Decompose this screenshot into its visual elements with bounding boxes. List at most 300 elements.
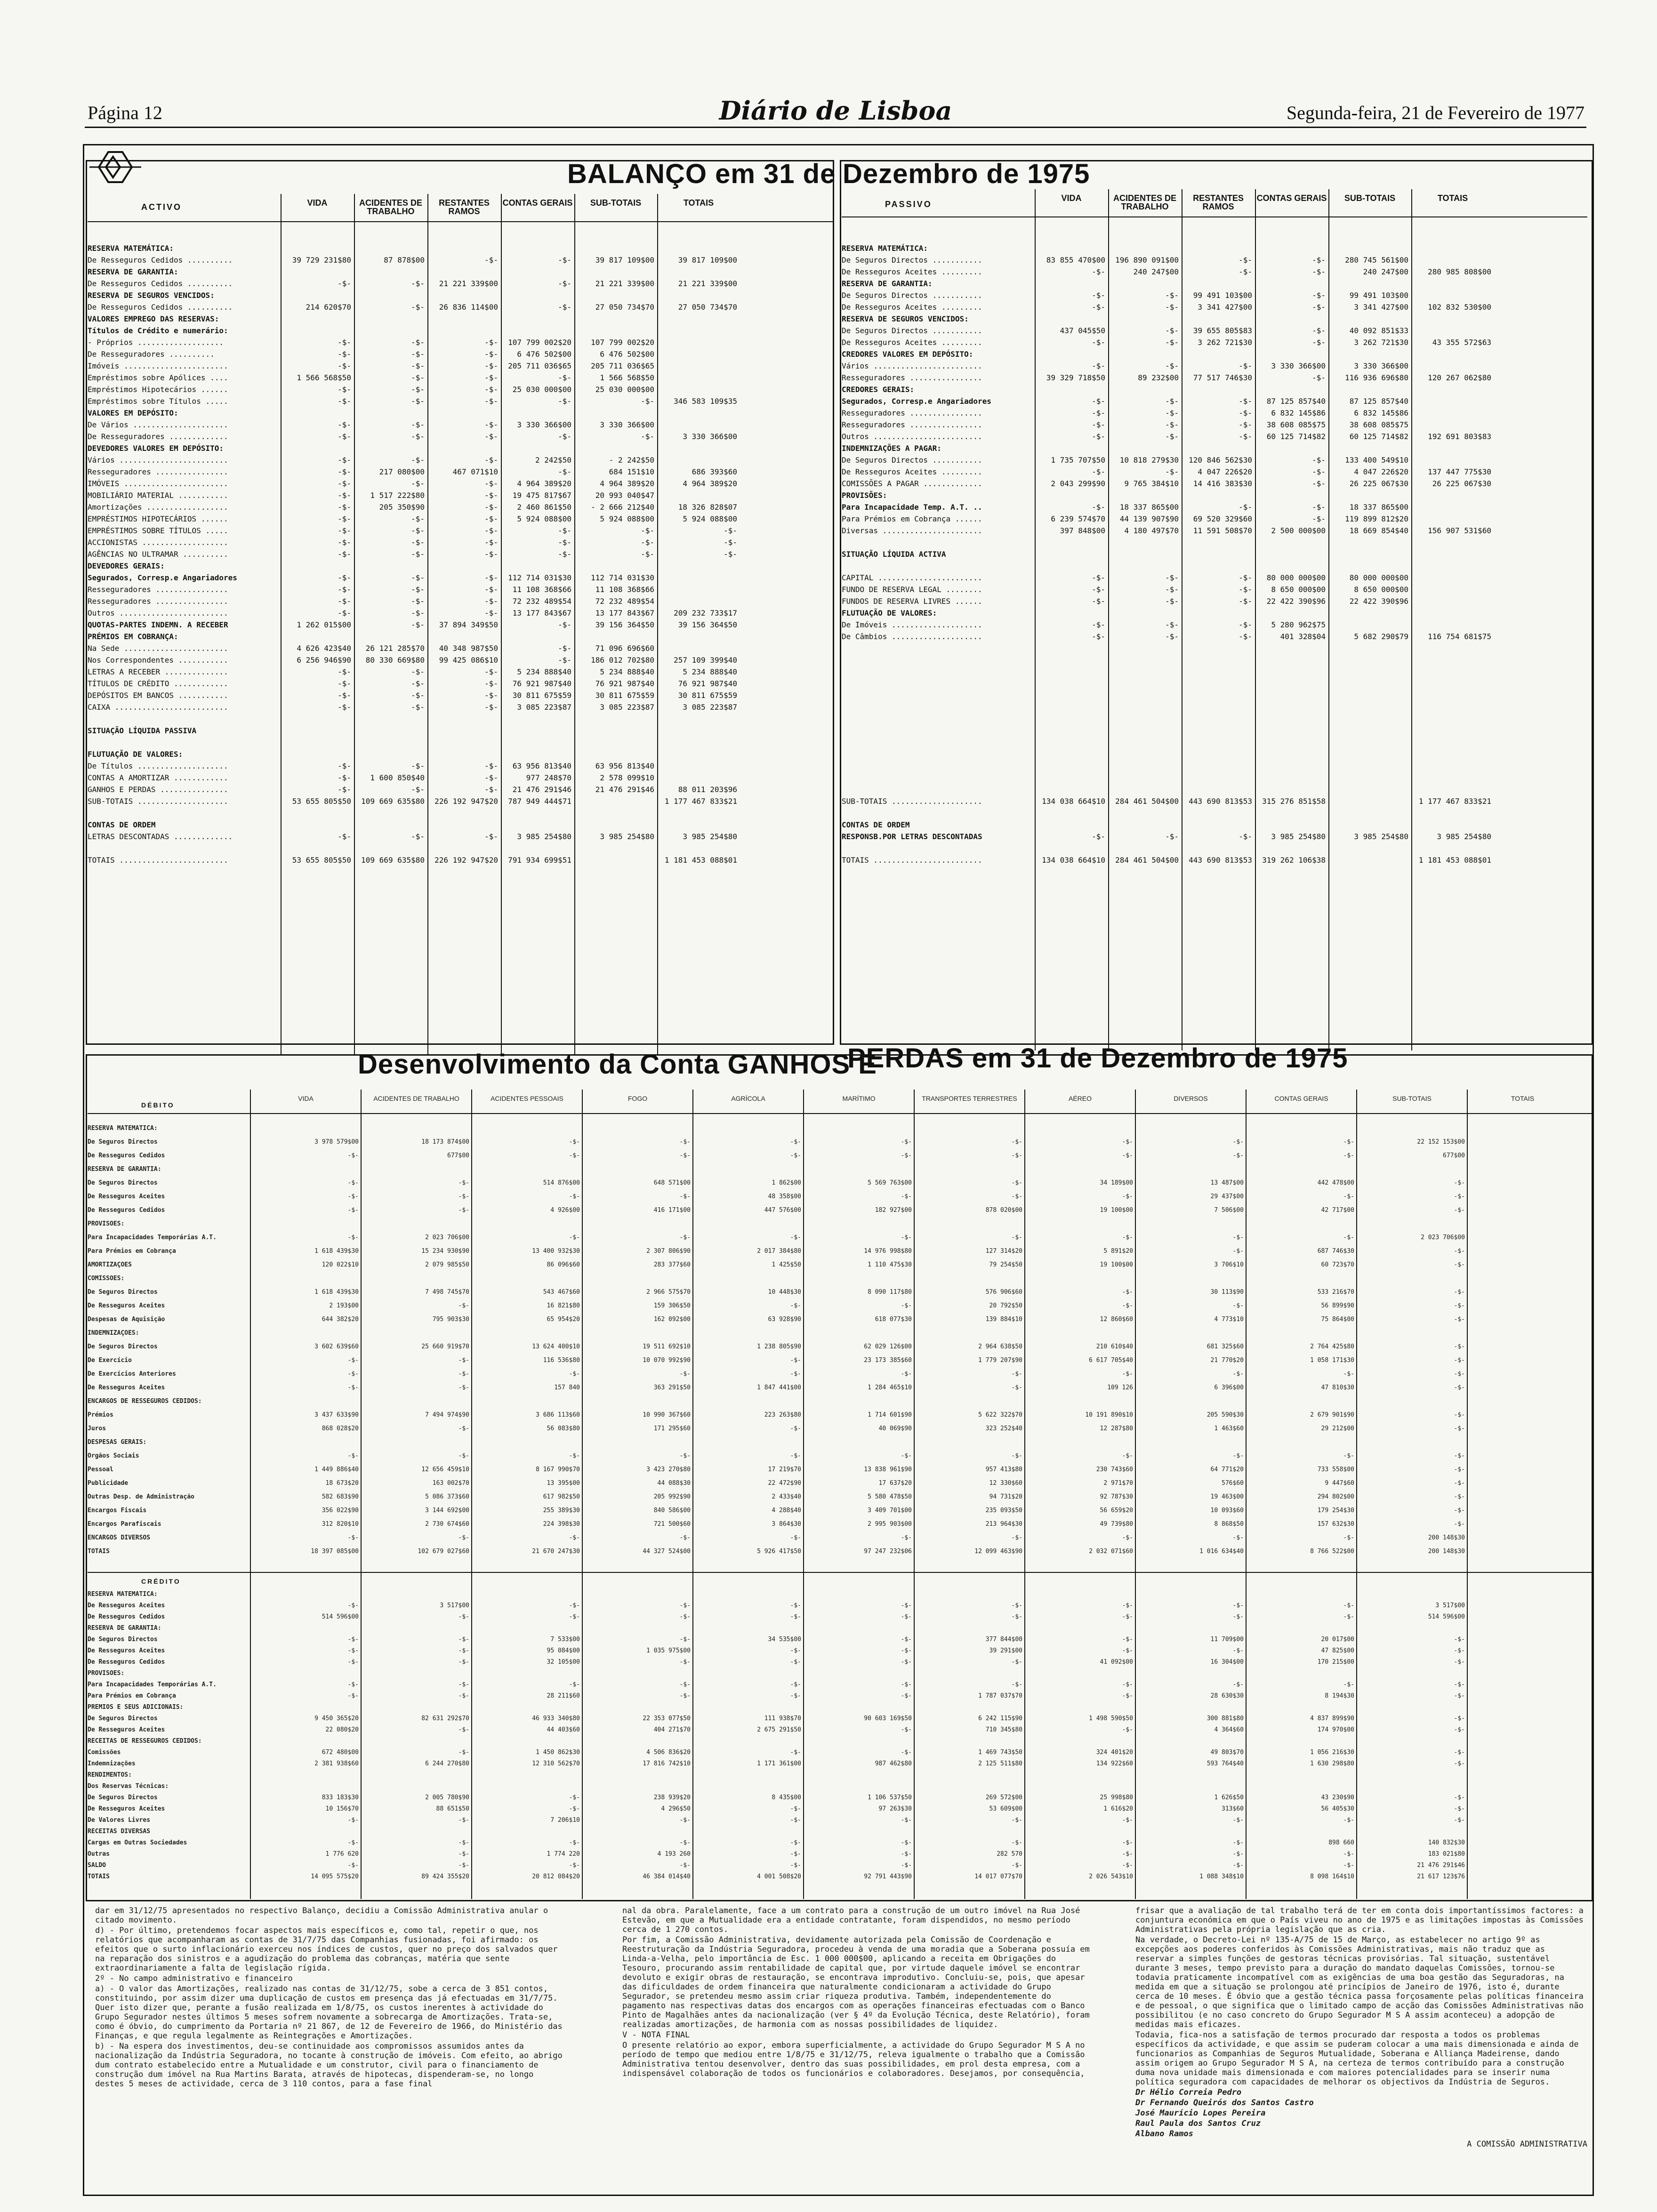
passivo-row-value xyxy=(1411,325,1494,337)
activo-row xyxy=(88,266,832,278)
gp-row-value xyxy=(692,1783,803,1794)
gp-row xyxy=(88,1715,1592,1726)
passivo-row-label: De Imóveis .................... xyxy=(842,620,982,629)
activo-row xyxy=(88,842,832,854)
passivo-row-value xyxy=(1328,489,1411,501)
activo-row-value: -$- xyxy=(484,667,498,676)
passivo-row xyxy=(842,289,1591,301)
passivo-row-value xyxy=(1328,760,1411,772)
gp-row-value: 4 506 836$20 xyxy=(646,1749,691,1756)
passivo-row-value: 87 125 857$40 xyxy=(1349,397,1408,406)
activo-col-header: TOTAIS xyxy=(683,198,714,208)
activo-row-value xyxy=(574,807,657,819)
gp-row-value: 677$00 xyxy=(1443,1152,1465,1159)
activo-row-value: - 2 666 212$40 xyxy=(591,503,654,512)
gp-row-value xyxy=(1246,1625,1356,1636)
gp-row-value: 183 021$80 xyxy=(1428,1851,1465,1858)
activo-row-value: 11 108 368$66 xyxy=(512,585,571,594)
gp-row-value: -$- xyxy=(1343,1138,1354,1146)
activo-row-value xyxy=(574,713,657,725)
activo-col-header: CONTAS GERAIS xyxy=(502,198,573,208)
gp-row-value: 4 296$50 xyxy=(661,1805,691,1812)
gp-row-value xyxy=(914,1704,1024,1715)
passivo-row-value: -$- xyxy=(1165,420,1179,429)
gp-row-value: 957 413$80 xyxy=(985,1466,1022,1473)
activo-row-value: -$- xyxy=(484,773,498,782)
passivo-row-value xyxy=(1182,701,1255,713)
gp-row-value: 205 590$30 xyxy=(1207,1411,1244,1419)
activo-row-value: -$- xyxy=(338,832,351,841)
gp-row-value: -$- xyxy=(901,1452,912,1459)
activo-row-value: 21 221 339$00 xyxy=(439,279,498,288)
passivo-row-value xyxy=(1328,666,1411,678)
gp-row-value: -$- xyxy=(1454,1384,1465,1391)
activo-row xyxy=(88,689,832,701)
passivo-row-value: 137 447 775$30 xyxy=(1428,467,1491,476)
gp-row-value xyxy=(582,1166,692,1179)
passivo-row-value xyxy=(1182,607,1255,619)
gp-row-value xyxy=(471,1398,582,1411)
activo-row xyxy=(88,666,832,678)
gp-row-value: 4 773$10 xyxy=(1214,1316,1244,1323)
gp-row-label: De Resseguros Cedidos xyxy=(88,1613,165,1620)
gp-row-value: -$- xyxy=(458,1839,469,1846)
gp-row-value: 840 586$00 xyxy=(653,1507,691,1514)
gp-row-value: -$- xyxy=(1454,1193,1465,1200)
gp-row-label: Publicidade xyxy=(88,1480,129,1487)
gp-row-value: 116 536$80 xyxy=(543,1357,580,1364)
gp-row-value: 86 096$60 xyxy=(547,1261,580,1268)
gp-row-value: 833 183$30 xyxy=(322,1794,359,1801)
gp-row-value: 1 714 601$90 xyxy=(868,1411,912,1419)
gp-row-label: Encargos Fiscais xyxy=(88,1507,147,1514)
activo-row xyxy=(88,254,832,266)
activo-row-value: 21 476 291$46 xyxy=(512,785,571,794)
activo-row xyxy=(88,372,832,384)
gp-row-value: 94 731$20 xyxy=(989,1493,1022,1500)
gp-row-label: De Resseguros Cedidos xyxy=(88,1659,165,1666)
activo-row-value xyxy=(281,725,354,737)
activo-row-value xyxy=(427,842,501,854)
activo-row-value xyxy=(427,807,501,819)
gp-row-value: 12 656 459$10 xyxy=(421,1466,469,1473)
gp-row-value xyxy=(914,1828,1024,1839)
passivo-row-value: 39 329 718$50 xyxy=(1046,373,1105,382)
gp-row-value: -$- xyxy=(1122,1726,1133,1733)
activo-row xyxy=(88,242,832,254)
gp-row-value: 13 624 400$10 xyxy=(532,1343,580,1350)
gp-row-value xyxy=(582,1704,692,1715)
passivo-row-value: 18 669 854$40 xyxy=(1349,526,1408,535)
passivo-row-label: De Resseguros Aceites ......... xyxy=(842,338,982,347)
activo-row-value: 3 085 223$87 xyxy=(683,703,737,712)
passivo-row-value: -$- xyxy=(1239,503,1252,512)
gp-row-value xyxy=(1024,1738,1135,1749)
gp-row-value: -$- xyxy=(790,1152,801,1159)
passivo-row-label: Resseguradores ................ xyxy=(842,420,982,429)
activo-row xyxy=(88,678,832,689)
passivo-row-label: Outros ........................ xyxy=(842,432,982,441)
gp-row-value: 3 978 579$00 xyxy=(314,1138,359,1146)
gp-row xyxy=(88,1613,1592,1625)
passivo-row xyxy=(842,795,1591,807)
activo-row-value xyxy=(657,807,740,819)
gp-col-header: AÉREO xyxy=(1068,1095,1092,1102)
passivo-row-value xyxy=(1411,395,1494,407)
gp-row-value: 3 517$00 xyxy=(440,1602,469,1609)
gp-row-value xyxy=(1246,1591,1356,1602)
gp-row-label: Outras Desp. de Administração xyxy=(88,1493,194,1500)
activo-row-value: 226 192 947$20 xyxy=(434,856,498,865)
activo-row-value: 107 799 002$20 xyxy=(508,338,571,347)
passivo-row-value: -$- xyxy=(1165,338,1179,347)
activo-row-value xyxy=(574,795,657,807)
gp-row-value: 5 891$20 xyxy=(1103,1248,1133,1255)
gp-row-value xyxy=(250,1125,361,1138)
activo-row-value: -$- xyxy=(484,585,498,594)
passivo-row-value: 5 280 962$75 xyxy=(1271,620,1326,629)
passivo-row-value: 1 181 453 088$01 xyxy=(1418,856,1491,865)
gp-row-value: -$- xyxy=(1011,1179,1022,1186)
passivo-row-value: 4 047 226$20 xyxy=(1198,467,1252,476)
passivo-row-label: TOTAIS ........................ xyxy=(842,856,982,865)
activo-row-value: -$- xyxy=(484,832,498,841)
activo-row-label xyxy=(88,842,281,854)
gp-row-value: 29 437$00 xyxy=(1210,1193,1244,1200)
passivo-row xyxy=(842,254,1591,266)
gp-row-value: -$- xyxy=(1122,1839,1133,1846)
activo-row-value: -$- xyxy=(484,479,498,488)
passivo-row-value xyxy=(1328,384,1411,395)
gp-row-value: 710 345$80 xyxy=(985,1726,1022,1733)
passivo-row-value: 43 355 572$63 xyxy=(1432,338,1491,347)
gp-row-value xyxy=(361,1439,471,1452)
passivo-row-value xyxy=(1108,772,1182,784)
gp-row-value: 3 864$30 xyxy=(772,1521,801,1528)
passivo-row-value xyxy=(1108,607,1182,619)
passivo-row-value xyxy=(1035,807,1108,819)
passivo-row xyxy=(842,407,1591,419)
passivo-row-value: -$- xyxy=(1312,267,1326,276)
activo-row xyxy=(88,313,832,325)
activo-row-value xyxy=(427,819,501,831)
passivo-row-value: 39 655 805$83 xyxy=(1193,326,1252,335)
gp-row-value: -$- xyxy=(569,1839,580,1846)
gp-row-value: -$- xyxy=(458,1370,469,1378)
gp-row-value: -$- xyxy=(901,1636,912,1643)
passivo-row-value: 3 262 721$30 xyxy=(1354,338,1408,347)
gp-row-label: De Resseguros Cedidos xyxy=(88,1152,165,1159)
passivo-row-value xyxy=(1255,537,1328,548)
gp-row-value: -$- xyxy=(1454,1466,1465,1473)
gp-row-value: 92 791 443$90 xyxy=(864,1873,912,1880)
passivo-row-value: -$- xyxy=(1239,420,1252,429)
passivo-row-value: 240 247$00 xyxy=(1133,267,1179,276)
passivo-row-value: 4 047 226$20 xyxy=(1354,467,1408,476)
gp-row-value: 733 558$00 xyxy=(1317,1466,1354,1473)
activo-row-value xyxy=(657,407,740,419)
gp-row-label: PROVISÕES: xyxy=(88,1220,125,1227)
passivo-row-label xyxy=(842,760,1035,772)
passivo-row xyxy=(842,654,1591,666)
activo-row-value: 257 109 399$40 xyxy=(674,656,737,665)
activo-row-label: CONTAS A AMORTIZAR ............ xyxy=(88,773,228,782)
gp-row-value: 5 086 373$60 xyxy=(425,1493,469,1500)
gp-row-value: 8 167 990$70 xyxy=(536,1466,580,1473)
gp-row-value: -$- xyxy=(1454,1425,1465,1432)
gp-row-label: Outras xyxy=(88,1851,110,1858)
activo-row-label: De Títulos .................... xyxy=(88,761,228,770)
activo-row-value: 3 330 366$00 xyxy=(683,432,737,441)
activo-row-value xyxy=(574,748,657,760)
gp-row xyxy=(88,1138,1592,1152)
activo-row xyxy=(88,572,832,584)
activo-row-label: Amortizações .................. xyxy=(88,503,228,512)
passivo-row-value xyxy=(1328,701,1411,713)
passivo-row-value: 3 330 366$00 xyxy=(1271,361,1326,370)
gp-row-value xyxy=(582,1591,692,1602)
passivo-col-header: TOTAIS xyxy=(1437,193,1468,203)
activo-row xyxy=(88,407,832,419)
report-paragraph: frisar que a avaliação de tal trabalho terá de ter em conta dois importantíssimos factores: a conjuntura económica em que o País viveu no ano de 1975 e as limitações impostas às Comissões Administrativas pela própria legislação que as cria. xyxy=(1135,1906,1584,1934)
gp-row-value: 46 933 340$80 xyxy=(532,1715,580,1722)
activo-row-value: -$- xyxy=(484,420,498,429)
passivo-row-value xyxy=(1035,689,1108,701)
gp-row-value: 10 093$60 xyxy=(1210,1507,1244,1514)
gp-row-value: -$- xyxy=(1454,1794,1465,1801)
gp-row-label: Para Incapacidades Temporárias A.T. xyxy=(88,1681,217,1688)
gp-row-value xyxy=(1356,1591,1467,1602)
passivo-row-value xyxy=(1411,807,1494,819)
activo-row-value: -$- xyxy=(338,491,351,500)
gp-row-value: 1 284 465$10 xyxy=(868,1384,912,1391)
passivo-row-value xyxy=(1108,666,1182,678)
gp-row-value: 12 287$80 xyxy=(1100,1425,1133,1432)
gp-col-header: CONTAS GERAIS xyxy=(1274,1095,1328,1102)
gp-row-value: 29 212$00 xyxy=(1321,1425,1354,1432)
gp-row-label: De Seguros Directos xyxy=(88,1289,158,1296)
activo-col-header: VIDA xyxy=(307,198,328,208)
activo-row-value xyxy=(657,372,740,384)
gp-row-value: -$- xyxy=(1232,1851,1244,1858)
activo-row-value: 209 232 733$17 xyxy=(674,609,737,617)
gp-row-value: 2 023 706$00 xyxy=(425,1234,469,1241)
passivo-row xyxy=(842,595,1591,607)
gp-row-value: -$- xyxy=(458,1817,469,1824)
passivo-row-value xyxy=(1035,348,1108,360)
passivo-row-value xyxy=(1255,807,1328,819)
signature: José Maurício Lopes Pereira xyxy=(1135,2108,1266,2118)
passivo-row xyxy=(842,713,1591,725)
gp-row-value: -$- xyxy=(1011,1370,1022,1378)
passivo-row-value: -$- xyxy=(1165,303,1179,312)
activo-row-value: -$- xyxy=(484,550,498,559)
activo-row-value xyxy=(657,360,740,372)
passivo-row-value xyxy=(1411,407,1494,419)
gp-row-value: 170 215$00 xyxy=(1317,1659,1354,1666)
gp-row xyxy=(88,1873,1592,1884)
passivo-row-value xyxy=(1255,819,1328,831)
passivo-row-value xyxy=(1108,842,1182,854)
gp-row-label: Para Prémios em Cobrança xyxy=(88,1692,176,1699)
activo-row-value: 2 460 861$50 xyxy=(517,503,571,512)
activo-row-value: 1 177 467 833$21 xyxy=(664,797,737,806)
gp-row-label: Encargos Parafiscais xyxy=(88,1521,161,1528)
gp-row-value: -$- xyxy=(458,1384,469,1391)
passivo-row-value xyxy=(1328,442,1411,454)
gp-row-value: -$- xyxy=(1232,1602,1244,1609)
passivo-row-value: -$- xyxy=(1312,303,1326,312)
passivo-header-rule xyxy=(842,216,1587,217)
passivo-row-value xyxy=(1255,242,1328,254)
activo-row xyxy=(88,537,832,548)
activo-row-label: EMPRÉSTIMOS HIPOTECÁRIOS ...... xyxy=(88,514,228,523)
activo-row-value: 53 655 805$50 xyxy=(292,797,351,806)
passivo-row-value: -$- xyxy=(1312,338,1326,347)
activo-row-value: 13 177 843$67 xyxy=(595,609,654,617)
activo-row-value xyxy=(354,242,427,254)
activo-row-value xyxy=(657,748,740,760)
passivo-row-label xyxy=(842,713,1035,725)
activo-row-value: -$- xyxy=(338,609,351,617)
gp-row-value: 224 398$30 xyxy=(543,1521,580,1528)
gp-row-value: -$- xyxy=(1011,1452,1022,1459)
gp-row-value: -$- xyxy=(569,1452,580,1459)
gp-row-value xyxy=(803,1738,914,1749)
gp-row-value: -$- xyxy=(1122,1452,1133,1459)
passivo-row-value: 3 262 721$30 xyxy=(1198,338,1252,347)
gp-row-value xyxy=(1246,1738,1356,1749)
activo-row-value: -$- xyxy=(411,691,425,700)
activo-row xyxy=(88,419,832,431)
gp-row-value xyxy=(361,1738,471,1749)
passivo-row-value xyxy=(1255,701,1328,713)
passivo-row-value: 60 125 714$82 xyxy=(1349,432,1408,441)
gp-row-value: -$- xyxy=(458,1726,469,1733)
gp-row-value xyxy=(1135,1783,1246,1794)
activo-row-label: De Resseguradores ............. xyxy=(88,432,228,441)
gp-row-value xyxy=(1356,1275,1467,1289)
gp-row-label: De Seguros Directos xyxy=(88,1179,158,1186)
report-paragraph: dar em 31/12/75 apresentados no respectivo Balanço, decidiu a Comissão Administrativa anular o citado movimento. xyxy=(95,1906,548,1925)
gp-row-value: -$- xyxy=(790,1805,801,1812)
activo-row-value: -$- xyxy=(411,550,425,559)
activo-row-value: -$- xyxy=(411,597,425,606)
passivo-row-value: -$- xyxy=(1092,597,1105,606)
gp-row-value: 200 148$30 xyxy=(1428,1548,1465,1555)
gp-row-value: 1 774 220 xyxy=(547,1851,580,1858)
gp-row xyxy=(88,1862,1592,1873)
passivo-row-label: Vários ........................ xyxy=(842,361,982,370)
activo-row-value: -$- xyxy=(641,550,654,559)
gp-row-value: 53 609$00 xyxy=(989,1805,1022,1812)
gp-row-value: -$- xyxy=(790,1749,801,1756)
gp-row-value xyxy=(471,1704,582,1715)
activo-row-value: 21 221 339$00 xyxy=(678,279,737,288)
gp-row-value: -$- xyxy=(679,1534,691,1541)
gp-row-value xyxy=(803,1398,914,1411)
gp-row-value xyxy=(250,1670,361,1681)
passivo-row-label xyxy=(842,772,1035,784)
gp-row-value: 8 435$00 xyxy=(772,1794,801,1801)
gp-row-value: -$- xyxy=(1232,1613,1244,1620)
activo-row-value: 3 085 223$87 xyxy=(517,703,571,712)
passivo-row-label: De Resseguros Aceites ......... xyxy=(842,467,982,476)
gp-row-label: AMORTIZAÇÕES xyxy=(88,1261,132,1268)
passivo-row-value xyxy=(1328,654,1411,666)
activo-row-label: Segurados, Corresp.e Angariadores xyxy=(88,573,237,582)
activo-row-value: 3 330 366$00 xyxy=(600,420,654,429)
gp-row-value: -$- xyxy=(790,1357,801,1364)
passivo-row xyxy=(842,489,1591,501)
gp-row-value: -$- xyxy=(901,1862,912,1869)
gp-row-value xyxy=(692,1125,803,1138)
gp-row-value: 2 679 901$90 xyxy=(1310,1411,1354,1419)
passivo-row-value: 18 337 865$00 xyxy=(1119,503,1179,512)
gp-row-value: 49 739$80 xyxy=(1100,1521,1133,1528)
passivo-row-value: -$- xyxy=(1165,361,1179,370)
activo-row-value xyxy=(501,631,574,642)
gp-row-value xyxy=(692,1439,803,1452)
activo-row-value xyxy=(657,266,740,278)
activo-row-value: -$- xyxy=(338,597,351,606)
passivo-row-label: CAPITAL ....................... xyxy=(842,573,982,582)
gp-row-value: 677$00 xyxy=(447,1152,469,1159)
gp-row-value: 79 254$50 xyxy=(989,1261,1022,1268)
passivo-row-value xyxy=(1035,842,1108,854)
activo-row-value: -$- xyxy=(338,397,351,406)
gp-row-value: 13 400 932$30 xyxy=(532,1248,580,1255)
gp-row-value: 294 802$00 xyxy=(1317,1493,1354,1500)
gp-row-value xyxy=(471,1783,582,1794)
gp-row-value: 10 156$70 xyxy=(325,1805,359,1812)
gp-row xyxy=(88,1411,1592,1425)
passivo-row-label xyxy=(842,725,1035,737)
gp-row-value xyxy=(914,1275,1024,1289)
passivo-row-value xyxy=(1035,384,1108,395)
gp-row-value: -$- xyxy=(901,1534,912,1541)
passivo-row-value xyxy=(1108,701,1182,713)
gp-row-value: -$- xyxy=(901,1817,912,1824)
gp-row-value: -$- xyxy=(347,1636,359,1643)
report-text xyxy=(86,1906,1593,2194)
activo-row-value: -$- xyxy=(411,526,425,535)
gp-row-value: -$- xyxy=(347,1602,359,1609)
activo-row-value xyxy=(574,854,657,866)
gp-row-value: 28 211$60 xyxy=(547,1692,580,1699)
gp-row xyxy=(88,1439,1592,1452)
passivo-row-label: De Resseguros Aceites ......... xyxy=(842,303,982,312)
activo-row-value: 2 242$50 xyxy=(535,456,571,465)
gp-row-value xyxy=(471,1330,582,1343)
passivo-row-label xyxy=(842,689,1035,701)
passivo-row-value: -$- xyxy=(1312,326,1326,335)
activo-row-value xyxy=(657,384,740,395)
gp-row xyxy=(88,1302,1592,1316)
gp-row xyxy=(88,1692,1592,1704)
passivo-row-value: 443 690 813$53 xyxy=(1189,856,1252,865)
gp-row-label: Prémios xyxy=(88,1411,113,1419)
passivo-row-value xyxy=(1328,619,1411,631)
gp-row-value xyxy=(803,1439,914,1452)
gp-row-value: 6 242 115$90 xyxy=(978,1715,1022,1722)
activo-row-value: -$- xyxy=(411,514,425,523)
activo-row-value: -$- xyxy=(411,609,425,617)
activo-row-value: 25 030 000$00 xyxy=(512,385,571,394)
activo-row-value: 5 924 088$00 xyxy=(600,514,654,523)
passivo-row xyxy=(842,548,1591,560)
gp-row-value xyxy=(692,1591,803,1602)
